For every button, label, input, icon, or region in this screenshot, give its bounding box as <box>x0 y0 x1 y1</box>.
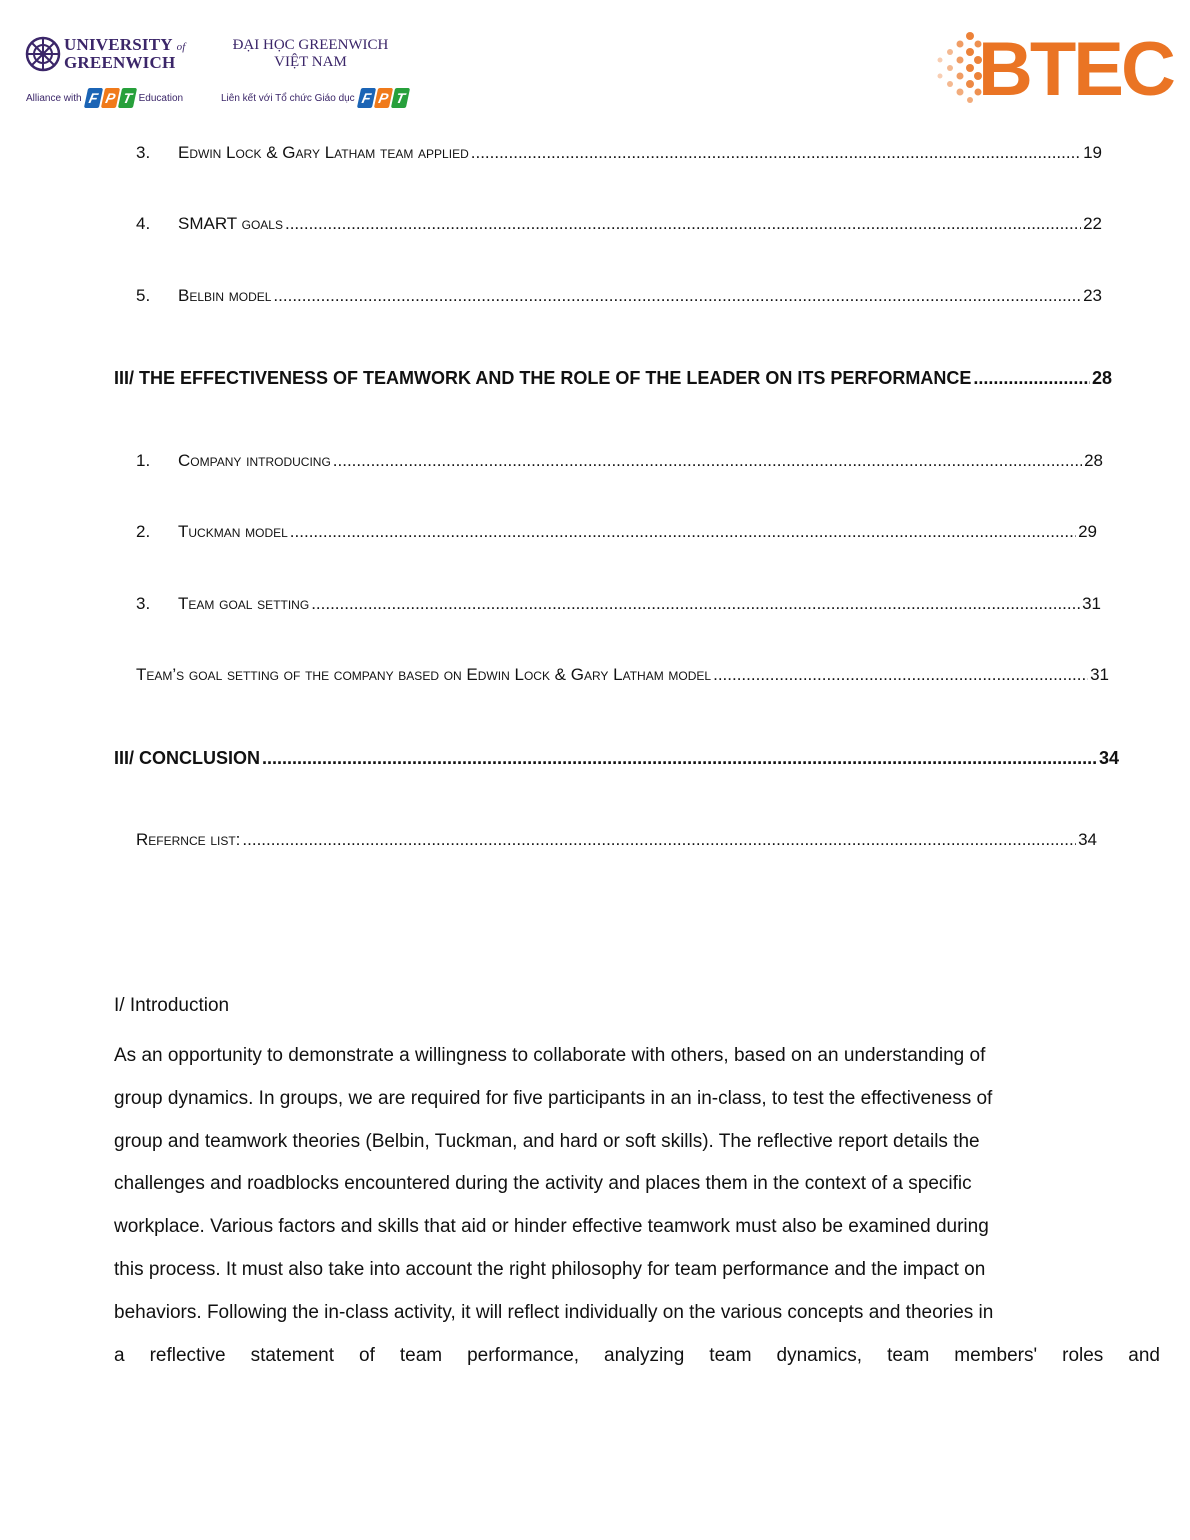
page-header <box>0 0 1190 125</box>
toc-page-number: 23 <box>1083 286 1102 305</box>
toc-page-number: 28 <box>1084 451 1103 470</box>
paragraph-line: a reflective statement of team performance, analyzing team dynamics, team members' roles and <box>114 1344 1160 1366</box>
toc-entry[interactable]: Team’s goal setting of the company based on Edwin Lock & Gary Latham model ..... 31 <box>136 665 1109 685</box>
toc-heading-entry[interactable]: III/ CONCLUSION ..... 34 <box>114 748 1119 769</box>
toc-leader-dots <box>273 286 1081 306</box>
toc-page-number: 31 <box>1090 665 1109 684</box>
toc-leader-dots <box>471 143 1081 163</box>
alliance-fpt-left: Alliance with F P T Education <box>26 90 184 106</box>
alliance-fpt-right: Liên kết với Tổ chức Giáo dục F P T <box>221 88 408 108</box>
toc-leader-dots <box>311 594 1080 614</box>
paragraph-line: this process. It must also take into account the right philosophy for team performance and the impact on <box>114 1258 986 1280</box>
toc-page-number: 29 <box>1078 522 1097 541</box>
toc-entry[interactable]: 3. Edwin Lock & Gary Latham team applied ..... 19 <box>136 143 1102 163</box>
toc-leader-dots <box>262 748 1097 769</box>
toc-leader-dots <box>973 368 1090 389</box>
toc-entry[interactable]: 5. Belbin model ..... 23 <box>136 286 1102 306</box>
toc-page-number: 19 <box>1083 143 1102 162</box>
section-heading-introduction: I/ Introduction <box>114 995 230 1016</box>
toc-entry[interactable]: 3. Team goal setting ..... 31 <box>136 594 1101 614</box>
greenwich-crest-icon <box>25 36 61 72</box>
toc-leader-dots <box>290 522 1076 542</box>
introduction-paragraph <box>114 1035 1160 1377</box>
toc-page-number: 31 <box>1082 594 1101 613</box>
toc-page-number: 34 <box>1078 830 1097 849</box>
toc-entry[interactable]: 1. Company introducing ..... 28 <box>136 451 1103 471</box>
paragraph-line: group and teamwork theories (Belbin, Tuckman, and hard or soft skills). The reflective report details the <box>114 1130 980 1152</box>
fpt-logo-icon: F P T <box>86 88 135 108</box>
greenwich-wordmark: UNIVERSITY of GREENWICH <box>64 35 186 72</box>
greenwich-vietnam-wordmark: ĐẠI HỌC GREENWICH VIỆT NAM <box>232 37 389 70</box>
toc-leader-dots <box>713 665 1088 685</box>
fpt-logo-icon: F P T <box>359 88 408 108</box>
paragraph-line: group dynamics. In groups, we are required for five participants in an in-class, to test the effectiveness of <box>114 1087 993 1109</box>
toc-leader-dots <box>242 830 1076 850</box>
toc-heading-entry[interactable]: III/ THE EFFECTIVENESS OF TEAMWORK AND THE ROLE OF THE LEADER ON ITS PERFORMANCE ..... 28 <box>114 368 1112 389</box>
paragraph-line: challenges and roadblocks encountered during the activity and places them in the context of a specific <box>114 1173 972 1195</box>
toc-entry[interactable]: 2. Tuckman model ..... 29 <box>136 522 1097 542</box>
btec-wordmark: BTEC <box>978 27 1173 112</box>
paragraph-line: workplace. Various factors and skills that aid or hinder effective teamwork must also be examined during <box>114 1216 989 1238</box>
toc-page-number: 34 <box>1098 748 1119 768</box>
paragraph-line: As an opportunity to demonstrate a willingness to collaborate with others, based on an understanding of <box>114 1045 986 1066</box>
toc-page-number: 22 <box>1083 214 1102 233</box>
toc-page-number: 28 <box>1091 368 1112 388</box>
paragraph-line: behaviors. Following the in-class activity, it will reflect individually on the various concepts and theories in <box>114 1301 994 1323</box>
btec-dots-icon <box>934 30 984 110</box>
toc-leader-dots <box>333 451 1082 471</box>
toc-leader-dots <box>285 214 1081 234</box>
toc-entry[interactable]: 4. SMART goals ..... 22 <box>136 214 1102 234</box>
toc-entry[interactable]: Refernce list: ..... 34 <box>136 830 1097 850</box>
